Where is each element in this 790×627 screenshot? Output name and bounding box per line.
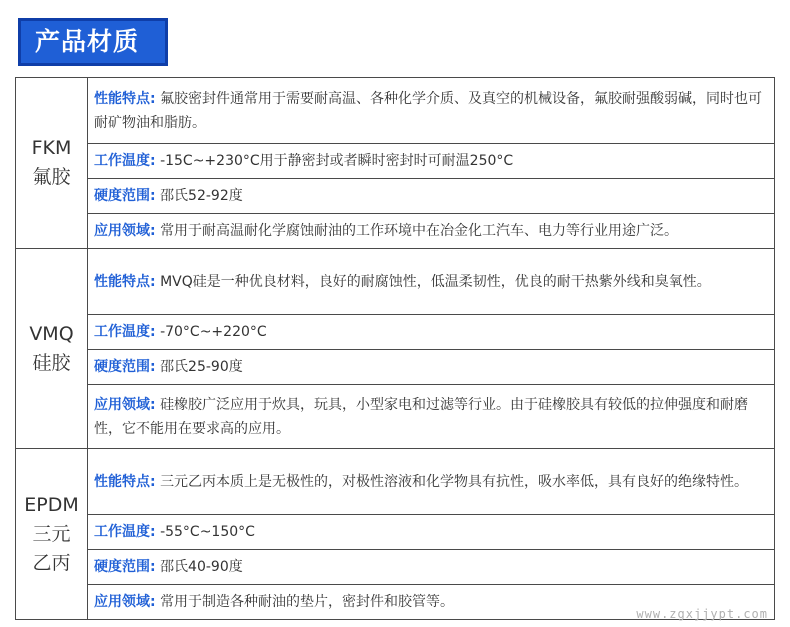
property-row xyxy=(16,550,775,585)
property-cell xyxy=(88,249,775,315)
material-name: 氟胶 xyxy=(32,166,71,188)
property-label: 工作温度: xyxy=(94,324,156,340)
material-name: 硅胶 xyxy=(32,351,71,374)
property-value: 硅橡胶广泛应用于炊具，玩具，小型家电和过滤等行业。由于硅橡胶具有较低的拉伸强度和耐磨性，它不能用在要求高的应用。 xyxy=(94,396,749,437)
property-cell xyxy=(88,214,775,249)
property-label: 工作温度: xyxy=(94,153,156,169)
property-row xyxy=(16,350,775,385)
property-cell xyxy=(88,550,775,585)
property-cell xyxy=(88,385,775,449)
material-code: EPDM xyxy=(24,493,79,516)
property-value: -70°C~+220°C xyxy=(160,324,267,340)
property-cell xyxy=(88,449,775,515)
property-cell xyxy=(88,179,775,214)
property-row xyxy=(16,449,775,515)
property-value: 邵氏25-90度 xyxy=(160,359,243,375)
property-label: 硬度范围: xyxy=(94,359,156,375)
property-label: 硬度范围: xyxy=(94,188,156,204)
property-row xyxy=(16,214,775,249)
page-title: 产品材质 xyxy=(18,18,168,66)
property-value: 邵氏40-90度 xyxy=(160,559,243,575)
property-label: 应用领域: xyxy=(94,594,156,610)
property-label: 应用领域: xyxy=(94,223,156,239)
property-row xyxy=(16,315,775,350)
property-cell xyxy=(88,350,775,385)
property-value: -15C~+230°C用于静密封或者瞬时密封时可耐温250°C xyxy=(160,153,514,169)
material-spec-table xyxy=(15,77,775,620)
property-row xyxy=(16,515,775,550)
property-label: 应用领域: xyxy=(94,396,156,413)
property-label: 硬度范围: xyxy=(94,559,156,575)
material-name-cell xyxy=(16,249,88,449)
property-cell xyxy=(88,315,775,350)
property-value: 氟胶密封件通常用于需要耐高温、各种化学介质、及真空的机械设备，氟胶耐强酸弱碱，同时也可耐矿物油和脂肪。 xyxy=(94,90,763,131)
material-name: 乙丙 xyxy=(32,551,71,574)
property-value: MVQ硅是一种优良材料，良好的耐腐蚀性，低温柔韧性，优良的耐干热紫外线和臭氧性。 xyxy=(160,273,711,290)
property-row xyxy=(16,249,775,315)
property-cell xyxy=(88,144,775,179)
property-cell xyxy=(88,78,775,144)
property-row xyxy=(16,385,775,449)
property-value: 邵氏52-92度 xyxy=(160,188,243,204)
property-label: 性能特点: xyxy=(94,90,156,107)
property-value: 常用于耐高温耐化学腐蚀耐油的工作环境中在冶金化工汽车、电力等行业用途广泛。 xyxy=(160,223,679,239)
material-name: 三元 xyxy=(32,522,71,545)
property-label: 性能特点: xyxy=(94,273,156,290)
property-row xyxy=(16,144,775,179)
property-label: 性能特点: xyxy=(94,473,156,490)
property-value: -55°C~150°C xyxy=(160,524,255,540)
property-label: 工作温度: xyxy=(94,524,156,540)
material-name-cell xyxy=(16,449,88,620)
property-row xyxy=(16,179,775,214)
property-value: 三元乙丙本质上是无极性的，对极性溶液和化学物具有抗性，吸水率低，具有良好的绝缘特性。 xyxy=(160,473,749,490)
property-row xyxy=(16,78,775,144)
property-cell xyxy=(88,515,775,550)
material-name-cell xyxy=(16,78,88,249)
material-code: FKM xyxy=(31,137,72,159)
material-code: VMQ xyxy=(29,322,74,345)
property-value: 常用于制造各种耐油的垫片，密封件和胶管等。 xyxy=(160,594,455,610)
watermark: www.zgxjjypt.com xyxy=(636,607,768,621)
